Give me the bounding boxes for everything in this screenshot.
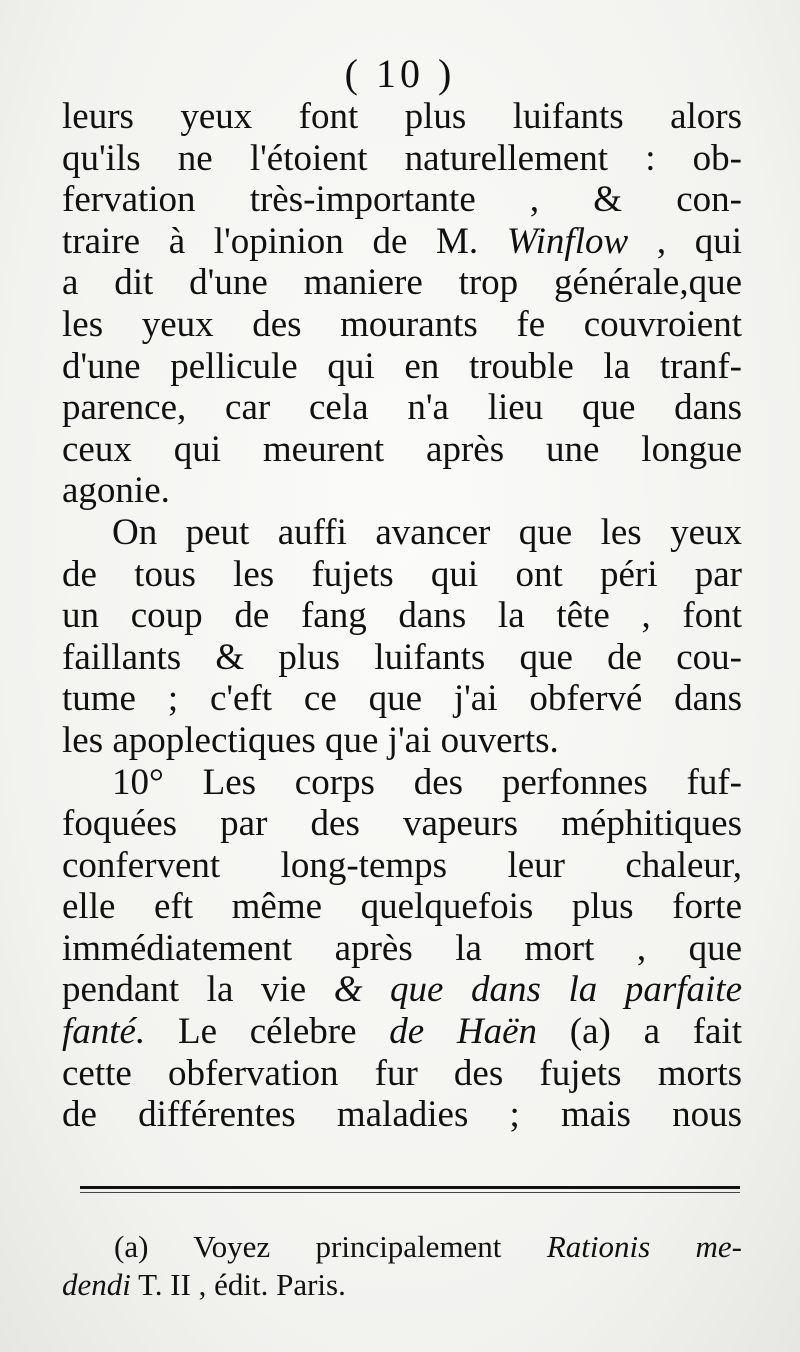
text-span: traire à l'opinion de M.	[62, 220, 479, 262]
text-line: de différentes maladies ; mais nous	[62, 1094, 742, 1136]
text-line: ceux qui meurent après une longue	[62, 428, 742, 470]
footnote-line	[62, 1228, 742, 1266]
footnote-rule-thin	[80, 1192, 740, 1193]
text-line: faillants & plus luifants que de cou-	[62, 636, 742, 678]
text-line: foquées par des vapeurs méphitiques	[62, 803, 742, 845]
italic-text: & que dans la parfaite	[333, 969, 743, 1011]
text-line: les apoplectiques que j'ai ouverts.	[62, 719, 559, 761]
text-line: immédiatement après la mort , que	[62, 927, 742, 969]
text-line: elle eft même quelquefois plus forte	[62, 886, 742, 928]
text-line: a dit d'une maniere trop générale,que	[62, 262, 742, 304]
text-line: les yeux des mourants fe couvroient	[62, 303, 742, 345]
text-span: pendant la vie	[62, 969, 307, 1011]
text-line: tume ; c'eft ce que j'ai obfervé dans	[62, 678, 742, 720]
text-line	[62, 221, 742, 263]
text-line: de tous les fujets qui ont péri par	[62, 553, 742, 595]
italic-name: Winflow	[506, 220, 629, 262]
text-line: On peut auffi avancer que les yeux	[112, 511, 742, 553]
text-span: Le célebre	[177, 1011, 357, 1053]
footnote-marker: (a)	[114, 1229, 149, 1264]
text-line: cette obfervation fur des fujets morts	[62, 1052, 742, 1094]
text-line: 10° Les corps des perfonnes fuf-	[112, 761, 742, 803]
footnote-text: Voyez principalement	[193, 1229, 502, 1264]
footnote-rule	[80, 1186, 740, 1189]
body-text	[62, 96, 742, 1136]
text-line: leurs yeux font plus luifants alors	[62, 96, 742, 137]
footnote-line	[62, 1266, 742, 1304]
text-span: , qui	[656, 220, 743, 262]
footnote-text: T. II , édit. Paris.	[138, 1267, 346, 1302]
text-line	[62, 1011, 742, 1053]
footnote-title: dendi	[62, 1267, 131, 1302]
text-line: d'une pellicule qui en trouble la tranf-	[62, 345, 742, 387]
text-line: qu'ils ne l'étoient naturellement : ob-	[62, 137, 742, 179]
footnote	[62, 1228, 742, 1304]
italic-text: fanté.	[62, 1011, 146, 1053]
italic-name: de Haën	[389, 1011, 538, 1053]
text-line: agonie.	[62, 470, 170, 512]
text-line: confervent long-temps leur chaleur,	[62, 844, 742, 886]
text-line: fervation très-importante , & con-	[62, 179, 742, 221]
text-span: (a) a fait	[569, 1011, 743, 1053]
text-line	[62, 969, 742, 1011]
page-number: ( 10 )	[344, 51, 456, 96]
footnote-title: Rationis me-	[546, 1229, 742, 1264]
text-line: parence, car cela n'a lieu que dans	[62, 387, 742, 429]
text-line: un coup de fang dans la tête , font	[62, 595, 742, 637]
